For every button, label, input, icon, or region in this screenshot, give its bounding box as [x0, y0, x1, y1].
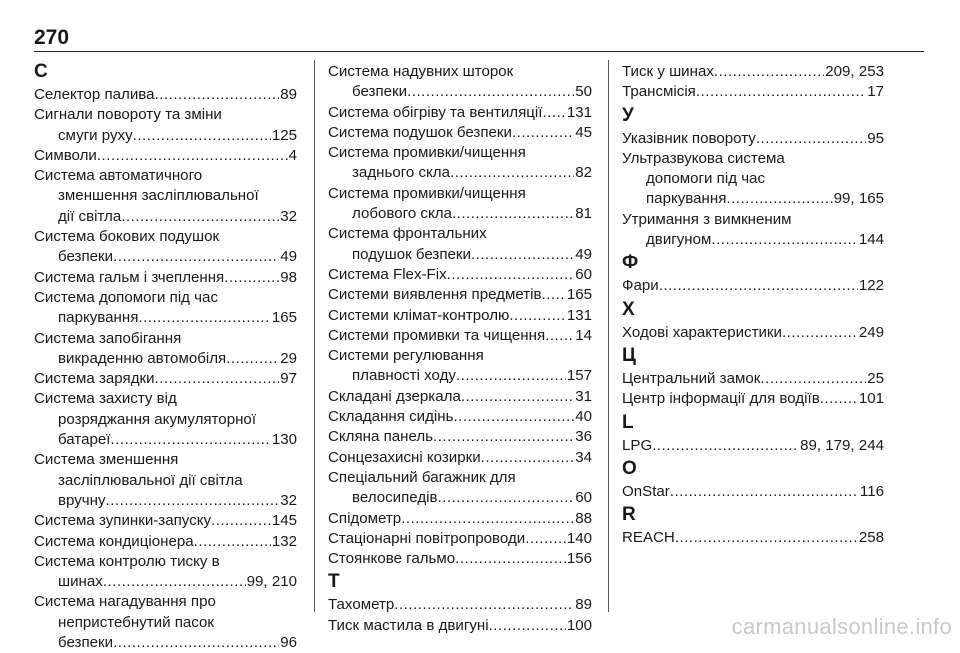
entry-text: заднього скла — [352, 164, 450, 182]
page-reference: 31 — [575, 387, 592, 405]
page-reference: 50 — [575, 83, 592, 101]
dot-leader — [461, 387, 574, 407]
entry-text: Система зарядки — [34, 370, 155, 388]
entry-last-line — [328, 163, 592, 183]
entry-text: велосипедів — [352, 489, 438, 507]
dot-leader — [110, 430, 270, 450]
section-letter: Ф — [622, 252, 639, 274]
index-entry — [34, 288, 297, 329]
entry-text: Ультразвукова система — [622, 149, 785, 167]
index-column-2 — [328, 62, 592, 636]
page-reference: 60 — [575, 265, 592, 283]
index-entry — [622, 389, 884, 409]
entry-text: Сонцезахисні козирки — [328, 448, 481, 466]
entry-last-line — [328, 616, 592, 636]
page-reference: 17 — [867, 83, 884, 101]
entry-text: паркування — [58, 309, 139, 327]
page-reference: 96 — [280, 634, 297, 652]
entry-last-line — [328, 306, 592, 326]
entry-last-line — [34, 511, 297, 531]
entry-last-line — [34, 247, 297, 267]
entry-last-line — [622, 528, 884, 548]
entry-text: Система нагадування про — [34, 593, 216, 611]
section-letter: Х — [622, 298, 635, 320]
index-entry — [34, 227, 297, 268]
dot-leader — [481, 448, 575, 468]
page-number: 270 — [34, 26, 70, 49]
index-entry — [34, 511, 297, 531]
page-reference: 49 — [575, 245, 592, 263]
entry-text: безпеки — [352, 83, 408, 101]
page-reference: 98 — [280, 268, 297, 286]
entry-text: Трансмісія — [622, 83, 696, 101]
entry-text: Система запобігання — [34, 329, 182, 347]
index-entry — [34, 146, 297, 166]
entry-text: Тиск мастила в двигуні — [328, 616, 489, 634]
dot-leader — [512, 123, 574, 143]
entry-text: Системи клімат-контролю — [328, 306, 510, 324]
entry-text: Символи — [34, 146, 97, 164]
entry-last-line — [34, 85, 297, 105]
section-letter: У — [622, 104, 634, 126]
entry-last-line — [328, 549, 592, 569]
dot-leader — [394, 595, 574, 615]
entry-text: Центральний замок — [622, 369, 761, 387]
entry-text: Скляна панель — [328, 428, 434, 446]
entry-last-line — [328, 82, 592, 102]
index-entry — [328, 123, 592, 143]
dot-leader — [670, 482, 859, 502]
page-reference: 140 — [566, 529, 592, 547]
dot-leader — [133, 126, 271, 146]
entry-text: лобового скла — [352, 205, 452, 223]
entry-text: Складання сидінь — [328, 408, 454, 426]
index-entry — [34, 552, 297, 593]
page-reference: 209, 253 — [825, 63, 884, 80]
page-reference: 36 — [575, 428, 592, 446]
entry-text: Тиск у шинах — [622, 63, 714, 80]
dot-leader — [455, 549, 566, 569]
section-letter: Т — [328, 571, 340, 593]
index-entry — [34, 166, 297, 227]
page-reference: 32 — [280, 491, 297, 509]
index-entry — [328, 616, 592, 636]
page-reference: 45 — [575, 123, 592, 141]
dot-leader — [224, 268, 279, 288]
entry-last-line — [34, 349, 297, 369]
entry-text: Система контролю тиску в — [34, 552, 220, 570]
index-entry — [622, 210, 884, 251]
entry-text: LPG — [622, 436, 653, 454]
entry-text: Утримання з вимкненим — [622, 210, 792, 228]
dot-leader — [675, 528, 858, 548]
index-entry — [34, 532, 297, 552]
index-entry — [328, 468, 592, 509]
entry-last-line — [622, 389, 884, 409]
page-reference: 88 — [575, 509, 592, 527]
entry-last-line — [622, 276, 884, 296]
entry-last-line — [328, 529, 592, 549]
index-column-1 — [34, 62, 297, 653]
entry-last-line — [622, 436, 884, 456]
entry-text: Система кондиціонера — [34, 532, 194, 550]
index-entry — [328, 448, 592, 468]
page-reference: 60 — [575, 489, 592, 507]
index-column-3 — [622, 62, 884, 548]
column-divider-2 — [608, 60, 609, 612]
dot-leader — [433, 427, 574, 447]
entry-text: Системи промивки та чищення — [328, 326, 546, 344]
entry-text: непристебнутий пасок — [58, 613, 215, 631]
entry-text: Системи виявлення предметів — [328, 286, 542, 304]
page-reference: 116 — [859, 482, 884, 500]
dot-leader — [438, 488, 575, 508]
dot-leader — [211, 511, 271, 531]
entry-last-line — [328, 245, 592, 265]
index-entry — [328, 407, 592, 427]
page-reference: 95 — [867, 129, 884, 147]
dot-leader — [226, 349, 279, 369]
entry-last-line — [34, 126, 297, 146]
index-entry — [34, 369, 297, 389]
entry-last-line — [328, 285, 592, 305]
section-letter: L — [622, 411, 634, 433]
index-entry — [328, 103, 592, 123]
page-reference: 249 — [858, 323, 884, 341]
index-entry — [622, 482, 884, 502]
entry-text: засліплювальної дії світла — [58, 471, 243, 489]
page-reference: 49 — [280, 248, 297, 266]
index-entry — [622, 149, 884, 210]
index-entry — [328, 595, 592, 615]
page-reference: 156 — [566, 550, 592, 568]
page-reference: 100 — [566, 616, 592, 634]
page-reference: 97 — [280, 370, 297, 388]
entry-text: Система допомоги під час — [34, 288, 218, 306]
dot-leader — [453, 407, 574, 427]
page-reference: 29 — [280, 349, 297, 367]
entry-text: Система зменшення — [34, 451, 179, 469]
dot-leader — [113, 247, 279, 267]
section-letter: R — [622, 504, 636, 526]
entry-last-line — [328, 204, 592, 224]
entry-text: Система гальм і зчеплення — [34, 268, 225, 286]
entry-text: батареї — [58, 431, 111, 449]
dot-leader — [820, 389, 858, 409]
entry-last-line — [328, 427, 592, 447]
entry-last-line — [622, 129, 884, 149]
index-entry — [328, 285, 592, 305]
index-entry — [328, 549, 592, 569]
page-reference: 101 — [858, 390, 884, 408]
dot-leader — [450, 163, 574, 183]
entry-last-line — [328, 448, 592, 468]
dot-leader — [714, 62, 824, 82]
entry-text: Селектор палива — [34, 86, 155, 103]
index-entry — [622, 436, 884, 456]
entry-last-line — [34, 491, 297, 511]
index-entry — [328, 509, 592, 529]
entry-last-line — [328, 326, 592, 346]
index-entry — [328, 62, 592, 103]
index-entry — [34, 85, 297, 105]
page-reference: 165 — [271, 309, 297, 327]
entry-text: Сигнали повороту та зміни — [34, 106, 222, 124]
entry-text: Системи регулювання — [328, 347, 484, 365]
entry-text: Система обігріву та вентиляції — [328, 103, 543, 121]
page-reference: 81 — [575, 205, 592, 223]
dot-leader — [401, 509, 574, 529]
index-entry — [328, 143, 592, 184]
entry-last-line — [34, 308, 297, 328]
dot-leader — [471, 245, 574, 265]
entry-text: подушок безпеки — [352, 245, 471, 263]
index-entry — [622, 82, 884, 102]
entry-last-line — [328, 123, 592, 143]
entry-text: OnStar — [622, 482, 670, 500]
entry-text: Система бокових подушок — [34, 228, 220, 246]
entry-text: Указівник повороту — [622, 129, 756, 147]
page-reference: 145 — [271, 512, 297, 530]
entry-text: безпеки — [58, 634, 114, 652]
entry-last-line — [34, 532, 297, 552]
index-entry — [622, 323, 884, 343]
entry-text: Спідометр — [328, 509, 402, 527]
index-entry — [328, 306, 592, 326]
entry-last-line — [34, 633, 297, 653]
page-reference: 165 — [566, 286, 592, 304]
entry-last-line — [622, 62, 884, 82]
page-reference: 258 — [858, 529, 884, 547]
entry-last-line — [34, 207, 297, 227]
dot-leader — [659, 276, 858, 296]
entry-text: Стоянкове гальмо — [328, 550, 456, 568]
dot-leader — [447, 265, 575, 285]
index-entry — [328, 427, 592, 447]
column-divider-1 — [314, 60, 315, 612]
page-reference: 34 — [575, 448, 592, 466]
dot-leader — [509, 306, 565, 326]
entry-text: двигуном — [646, 231, 712, 249]
index-entry — [34, 450, 297, 511]
dot-leader — [542, 285, 566, 305]
entry-text: Система фронтальних — [328, 225, 487, 243]
entry-text: Система захисту від — [34, 390, 177, 408]
entry-last-line — [622, 189, 884, 209]
dot-leader — [138, 308, 270, 328]
entry-text: Стаціонарні повітропроводи — [328, 529, 526, 547]
index-entry — [328, 184, 592, 225]
page-reference: 130 — [271, 431, 297, 449]
index-entry — [328, 529, 592, 549]
index-entry — [328, 346, 592, 387]
entry-last-line — [34, 572, 297, 592]
index-entry — [328, 326, 592, 346]
page-reference: 99, 165 — [833, 190, 884, 208]
entry-text: допомоги під час — [646, 170, 766, 188]
entry-text: Система подушок безпеки — [328, 123, 512, 141]
page-reference: 14 — [575, 326, 592, 344]
entry-last-line — [34, 146, 297, 166]
index-entry — [622, 369, 884, 389]
dot-leader — [756, 129, 866, 149]
entry-last-line — [328, 366, 592, 386]
entry-last-line — [622, 482, 884, 502]
dot-leader — [782, 323, 858, 343]
dot-leader — [106, 491, 280, 511]
entry-last-line — [328, 488, 592, 508]
entry-text: викраденню автомобіля — [58, 349, 227, 367]
entry-text: Система автоматичного — [34, 167, 203, 185]
page-reference: 25 — [867, 369, 884, 387]
page-reference: 32 — [280, 207, 297, 225]
dot-leader — [452, 204, 574, 224]
dot-leader — [407, 82, 574, 102]
index-entry — [328, 387, 592, 407]
index-entry — [622, 528, 884, 548]
index-entry — [328, 224, 592, 265]
page-reference: 131 — [566, 306, 592, 324]
entry-text: Фари — [622, 277, 659, 295]
entry-text: Тахометр — [328, 596, 395, 614]
page-reference: 132 — [271, 532, 297, 550]
dot-leader — [155, 85, 280, 105]
page-reference: 157 — [566, 367, 592, 385]
entry-text: Ходові характеристики — [622, 323, 782, 341]
index-entry — [622, 276, 884, 296]
entry-text: Спеціальний багажник для — [328, 468, 516, 486]
dot-leader — [113, 633, 279, 653]
entry-last-line — [328, 509, 592, 529]
page-reference: 131 — [566, 103, 592, 121]
entry-last-line — [622, 323, 884, 343]
index-entry — [34, 592, 297, 653]
entry-last-line — [328, 265, 592, 285]
watermark-text: carmanualsonline.info — [731, 614, 952, 639]
dot-leader — [696, 82, 866, 102]
entry-last-line — [622, 369, 884, 389]
entry-text: смуги руху — [58, 126, 133, 144]
dot-leader — [194, 532, 271, 552]
entry-text: Система надувних шторок — [328, 63, 514, 80]
entry-last-line — [34, 268, 297, 288]
section-letter: O — [622, 457, 637, 479]
entry-last-line — [622, 230, 884, 250]
dot-leader — [155, 369, 280, 389]
entry-text: шинах — [58, 573, 103, 591]
entry-text: REACH — [622, 529, 675, 547]
index-entry — [622, 62, 884, 82]
entry-text: Система Flex-Fix — [328, 265, 447, 283]
page-reference: 40 — [575, 408, 592, 426]
page-reference: 89 — [575, 596, 592, 614]
entry-last-line — [622, 82, 884, 102]
entry-last-line — [328, 103, 592, 123]
dot-leader — [97, 146, 288, 166]
entry-text: Центр інформації для водіїв — [622, 390, 820, 408]
entry-text: розряджання акумуляторної — [58, 410, 257, 428]
entry-last-line — [328, 407, 592, 427]
entry-text: дії світла — [58, 207, 122, 225]
header-rule — [34, 51, 924, 52]
index-entry — [34, 329, 297, 370]
dot-leader — [652, 436, 799, 456]
entry-text: зменшення засліплювальної — [58, 187, 259, 205]
section-letter: С — [34, 61, 48, 82]
entry-text: Система зупинки-запуску — [34, 512, 212, 530]
entry-last-line — [328, 387, 592, 407]
page-reference: 122 — [858, 277, 884, 295]
entry-text: безпеки — [58, 248, 114, 266]
entry-last-line — [34, 369, 297, 389]
dot-leader — [545, 326, 574, 346]
index-entry — [34, 389, 297, 450]
page-reference: 89 — [280, 86, 297, 103]
entry-text: плавності ходу — [352, 367, 456, 385]
entry-text: паркування — [646, 190, 727, 208]
dot-leader — [525, 529, 566, 549]
section-letter: Ц — [622, 344, 636, 366]
entry-text: Система промивки/чищення — [328, 144, 526, 162]
dot-leader — [103, 572, 246, 592]
dot-leader — [456, 366, 566, 386]
dot-leader — [760, 369, 866, 389]
entry-last-line — [34, 430, 297, 450]
dot-leader — [726, 189, 832, 209]
index-entry — [328, 265, 592, 285]
dot-leader — [542, 103, 565, 123]
dot-leader — [489, 616, 566, 636]
page-reference: 89, 179, 244 — [800, 436, 884, 454]
page-reference: 4 — [288, 146, 297, 164]
dot-leader — [711, 230, 857, 250]
page-reference: 99, 210 — [246, 573, 297, 591]
page-reference: 144 — [858, 231, 884, 249]
entry-last-line — [328, 595, 592, 615]
page-reference: 82 — [575, 164, 592, 182]
index-entry — [34, 268, 297, 288]
dot-leader — [121, 207, 279, 227]
entry-text: вручну — [58, 491, 106, 509]
entry-text: Складані дзеркала — [328, 387, 461, 405]
index-entry — [34, 105, 297, 146]
page-reference: 125 — [271, 126, 297, 144]
entry-text: Система промивки/чищення — [328, 184, 526, 202]
index-entry — [622, 129, 884, 149]
